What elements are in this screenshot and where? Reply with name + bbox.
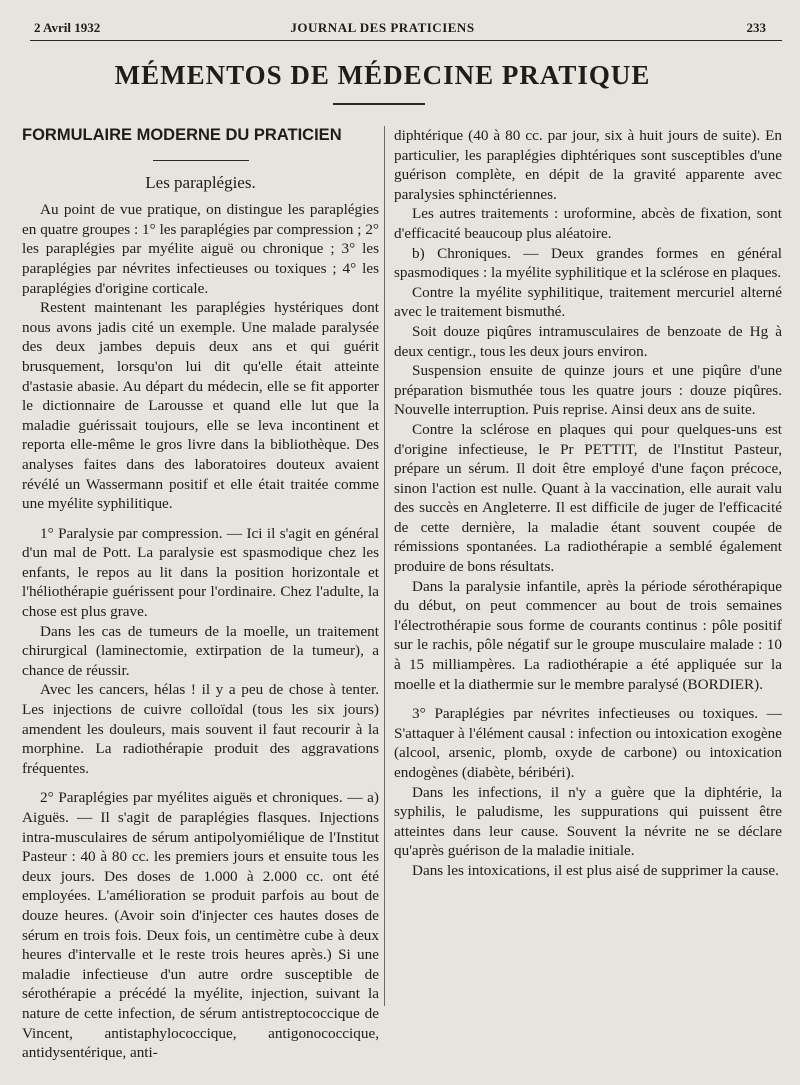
- article-heading: Les paraplégies.: [145, 172, 256, 192]
- column-divider: [384, 126, 385, 1006]
- paragraph: 3° Paraplégies par névrites infectieuses ou toxiques. — S'attaquer à l'élément causal : infection ou intoxication exogène (alcool, arsenic, plomb, oxyde de carbone) ou intoxication endogènes (diabète, béribéri).: [394, 705, 782, 781]
- paragraph: Dans les intoxications, il est plus aisé de supprimer la cause.: [412, 861, 779, 879]
- issue-date: 2 Avril 1932: [34, 20, 101, 35]
- paragraph: 2° Paraplégies par myélites aiguës et chroniques. — a) Aiguës. — Il s'agit de paraplégies flasques. Injections intra-musculaires de sérum antipolyomiélique de l'Institut Pasteur : 40 à 80 cc. les premiers jours et ensuite tous les deux jours. Des doses de 1.000 à 2.000 cc. ont été employées. L'amélioration se produit parfois au bout de douze heures. (Avoir soin d'injecter ces hautes doses de sérum en trois fois. Deux fois, un centimètre cube à deux heures d'intervalle et le reste trois heures après.) Si une maladie infectieuse d'un autre ordre susceptible de sérothérapie a précédé la myélite, injection, suivant la nature de cette infection, de sérum antistreptococcique de Vincent, antistaphylococcique, antigonococcique, antidysentérique, anti-: [22, 789, 379, 1062]
- paragraph: Restent maintenant les paraplégies hystériques dont nous avons jadis cité un exemple. Une malade paralysée des deux jambes depuis deux ans et qui guérit brusquement, lorsqu'on lui dit qu'elle était atteinte d'astasie abasie. Au départ du médecin, elle se fit apporter le dictionnaire de Larousse et quand elle lut que la maladie guérissait toujours, elle se leva incontinent et reporta elle-même le gros livre dans la bibliothèque. Des analyses faites dans des laboratoires douteux avaient révélé un Wassermann positif et elle était traitée comme une myélite syphilitique.: [22, 299, 379, 513]
- title-rule: [333, 103, 425, 105]
- journal-name: JOURNAL DES PRATICIENS: [290, 20, 475, 35]
- paragraph: diphtérique (40 à 80 cc. par jour, six à huit jours de suite). En particulier, les paraplégies diphtériques sont susceptibles d'une guérison complète, en dépit de la gravité apparente avec paralysies sphinctériennes.: [394, 127, 782, 203]
- paragraph: b) Chroniques. — Deux grandes formes en général spasmodiques : la myélite syphilitique et la sclérose en plaques.: [394, 244, 782, 282]
- paragraph: 1° Paralysie par compression. — Ici il s'agit en général d'un mal de Pott. La paralysie est spasmodique chez les enfants, le repos au lit dans la position horizontale et l'héliothérapie guérissent pour l'ordinaire. Chez l'adulte, la chose est plus grave.: [22, 524, 379, 621]
- paragraph: Soit douze piqûres intramusculaires de benzoate de Hg à deux centigr., tous les deux jours environ.: [394, 322, 782, 360]
- page-number: 233: [746, 20, 766, 35]
- section-title: FORMULAIRE MODERNE DU PRATICIEN: [22, 126, 342, 144]
- paragraph: Dans les cas de tumeurs de la moelle, un traitement chirurgical (laminectomie, extirpation de la tumeur), a chance de réussir.: [22, 622, 379, 679]
- section-rule: [153, 160, 249, 161]
- paragraph: Au point de vue pratique, on distingue les paraplégies en quatre groupes : 1° les paraplégies par compression ; 2° les paraplégies par myélite aiguë ou chronique ; 3° les paraplégies par névrites infectieuses ou toxiques ; 4° les paraplégies d'origine corticale.: [22, 201, 379, 297]
- page-title: MÉMENTOS DE MÉDECINE PRATIQUE: [114, 60, 651, 90]
- running-header: [0, 18, 800, 38]
- paragraph: Contre la myélite syphilitique, traitement mercuriel alterné avec le traitement bismuthé.: [394, 283, 782, 321]
- paragraph: Dans la paralysie infantile, après la période sérothérapique du début, on peut commencer au bout de trois semaines l'électrothérapie sous forme de courants continus : pôle positif sur le rachis, pôle négatif sur le groupe musculaire malade : 10 à 15 milliampères. La radiothérapie a été appliquée sur la moelle et la diathermie sur le membre paralysé (BORDIER).: [394, 577, 782, 693]
- paragraph: Dans les infections, il n'y a guère que la diphtérie, la syphilis, le paludisme, les suppurations qui puissent être atteintes dans leur cause. Souvent la névrite ne se déclare qu'après guérison de la maladie initiale.: [394, 783, 782, 860]
- right-column: [394, 126, 782, 881]
- paragraph: Contre la sclérose en plaques qui pour quelques-uns est d'origine infectieuse, le Pr PETTIT, de l'Institut Pasteur, prépare un sérum. Il doit être employé d'une façon précoce, sinon l'action est nulle. Quant à la vaccination, elle aurait valu des succès en Angleterre. Il est difficile de juger de l'efficacité de cette dernière, la maladie étant souvent coupée de rémissions spontanées. La radiothérapie a semblé également produire de bons résultats.: [394, 420, 782, 576]
- header-rule: [30, 40, 782, 41]
- paragraph: Les autres traitements : uroformine, abcès de fixation, sont d'efficacité beaucoup plus aléatoire.: [394, 205, 782, 242]
- left-column: [22, 126, 379, 1063]
- paragraph: Avec les cancers, hélas ! il y a peu de chose à tenter. Les injections de cuivre colloïdal (tous les six jours) amendent les douleurs, mais souvent il faut recourir à la morphine. La radiothérapie produit des aggravations fréquentes.: [22, 681, 379, 777]
- paragraph: Suspension ensuite de quinze jours et une piqûre d'une préparation bismuthée tous les quatre jours : douze piqûres. Nouvelle interruption. Puis reprise. Ainsi deux ans de suite.: [394, 362, 782, 419]
